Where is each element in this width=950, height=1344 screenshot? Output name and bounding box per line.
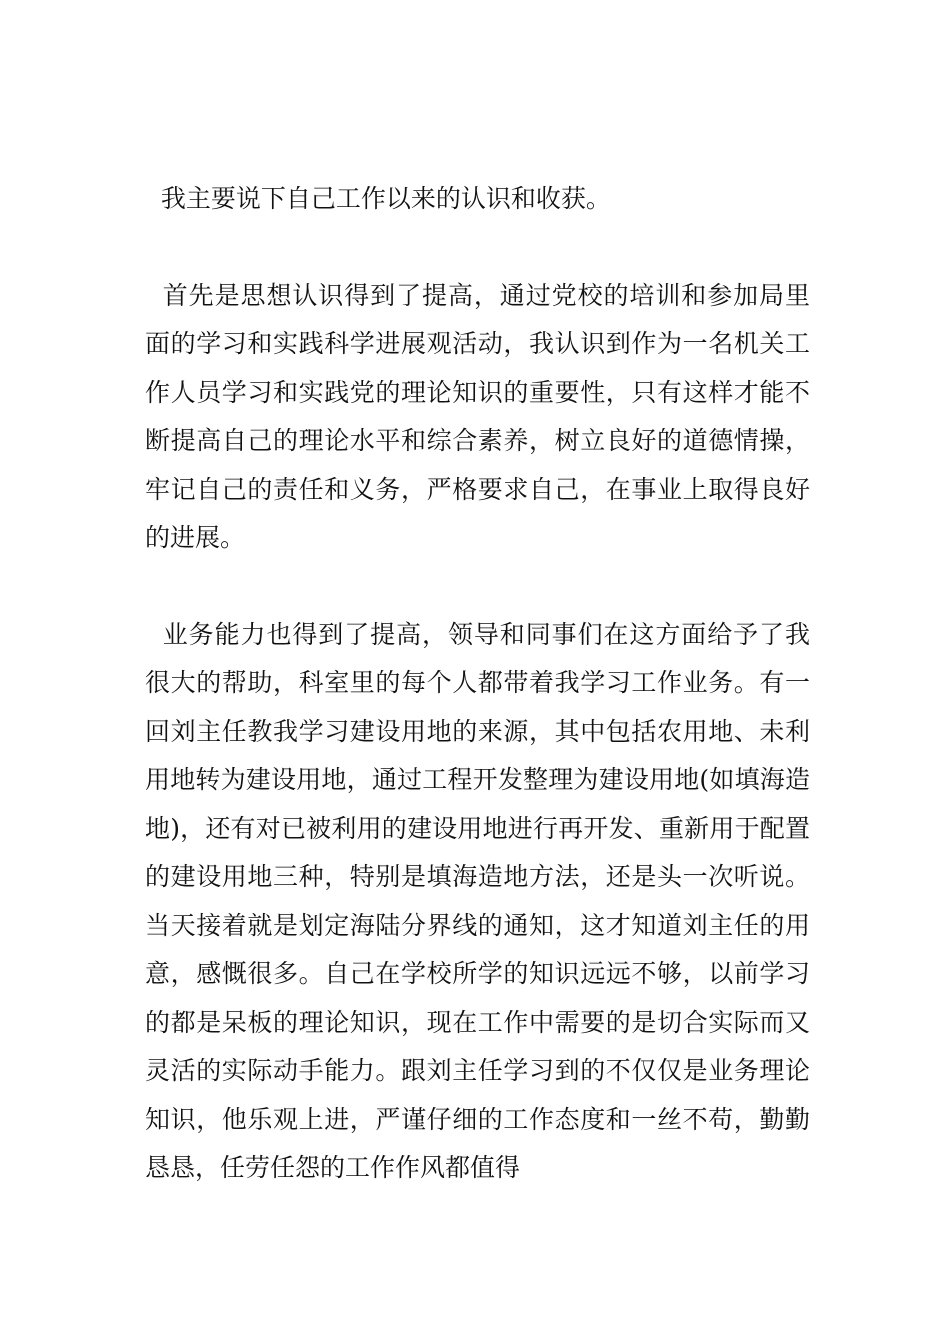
paragraph-business: 业务能力也得到了提高，领导和同事们在这方面给予了我很大的帮助，科室里的每个人都带着我学习工作业务。有一回刘主任教我学习建设用地的来源，其中包括农用地、未利用地转为建设用地，通过工程开发整理为建设用地(如填海造地)，还有对已被利用的建设用地进行再开发、重新用于配置的建设用地三种，特别是填海造地方法，还是头一次听说。当天接着就是划定海陆分界线的通知，这才知道刘主任的用意，感慨很多。自己在学校所学的知识远远不够，以前学习的都是呆板的理论知识，现在工作中需要的是切合实际而又灵活的实际动手能力。跟刘主任学习到的不仅仅是业务理论知识，他乐观上进，严谨仔细的工作态度和一丝不苟，勤勤恳恳，任劳任怨的工作作风都值得 [145, 619, 810, 1182]
paragraph-thought: 首先是思想认识得到了提高，通过党校的培训和参加局里面的学习和实践科学进展观活动，我认识到作为一名机关工作人员学习和实践党的理论知识的重要性，只有这样才能不断提高自己的理论水平和综合素养，树立良好的道德情操，牢记自己的责任和义务，严格要求自己，在事业上取得良好的进展。 [145, 280, 810, 552]
paragraph-intro: 我主要说下自己工作以来的认识和收获。 [145, 184, 611, 213]
document-body [145, 175, 810, 1193]
paragraph-spacer [145, 563, 810, 611]
paragraph-spacer [145, 224, 810, 272]
